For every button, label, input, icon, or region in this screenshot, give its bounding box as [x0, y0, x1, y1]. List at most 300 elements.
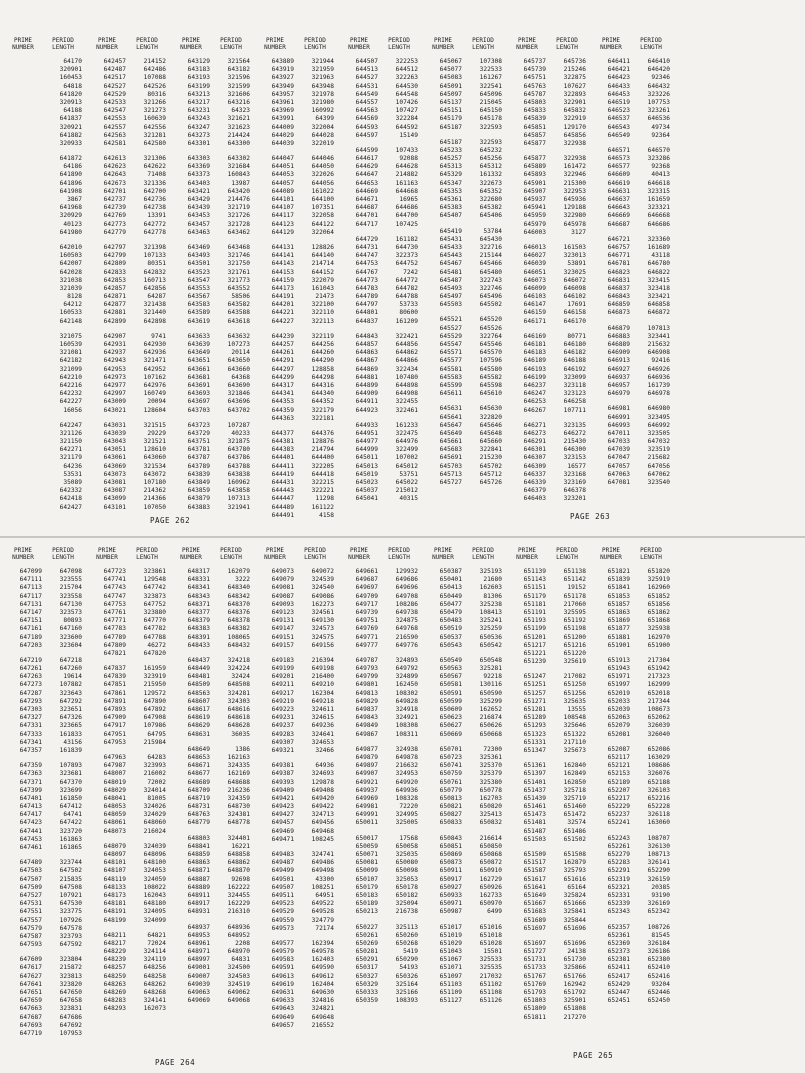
prime-number-cell: 643789 [187, 462, 210, 470]
table-row [424, 964, 502, 972]
table-row [592, 851, 670, 859]
prime-number-cell: 648649 [187, 745, 210, 753]
period-length-cell: 645150 [479, 107, 502, 115]
period-length-cell: 322110 [311, 309, 334, 317]
prime-number-cell: 647839 [103, 673, 126, 681]
table-row [172, 634, 250, 642]
table-row [424, 593, 502, 601]
prime-number-cell: 644227 [271, 317, 294, 325]
row-block [172, 58, 250, 148]
period-length-cell: 649468 [311, 827, 334, 835]
prime-number-cell: 649007 [187, 972, 210, 980]
period-length-cell: 321726 [227, 212, 250, 220]
period-length-cell: 162960 [647, 584, 670, 592]
table-row [172, 301, 250, 309]
table-row [340, 690, 418, 698]
prime-number-cell: 651733 [523, 964, 546, 972]
prime-number-cell: 649039 [187, 980, 210, 988]
table-row [592, 414, 670, 422]
table-row [424, 787, 502, 795]
row-block [4, 155, 82, 237]
prime-number-cell: 646859 [607, 301, 630, 309]
table-row [424, 285, 502, 293]
table-row [424, 139, 502, 147]
prime-number-cell: 651869 [607, 617, 630, 625]
table-row [88, 625, 166, 633]
table-row [508, 74, 586, 82]
prime-number-cell: 650227 [355, 923, 378, 931]
table-row [88, 407, 166, 415]
period-length-cell: 16577 [567, 462, 586, 470]
table-row [508, 318, 586, 326]
period-length-cell: 644340 [311, 390, 334, 398]
table-row [88, 770, 166, 778]
period-length-cell: 325193 [479, 568, 502, 575]
table-row [256, 973, 334, 981]
table-row [340, 835, 418, 843]
prime-number-cell: 642769 [103, 212, 126, 220]
prime-number-cell: 648029 [103, 786, 126, 794]
table-row [172, 576, 250, 584]
period-length-cell: 129548 [143, 576, 166, 584]
prime-number-cell: 651809 [523, 1005, 546, 1013]
period-length-cell: 16056 [63, 406, 82, 414]
period-length-cell: 648096 [143, 851, 166, 858]
table-row [256, 948, 334, 956]
table-row [88, 568, 166, 576]
prime-number-cell: 648119 [103, 875, 126, 883]
prime-number-cell: 646003 [523, 228, 546, 236]
period-length-cell: 160639 [143, 115, 166, 123]
prime-number-cell: 647953 [103, 738, 126, 746]
period-length-cell: 322253 [395, 58, 418, 65]
prime-number-cell: 648961 [187, 939, 210, 947]
prime-number-cell: 643069 [103, 462, 126, 470]
prime-number-cell: 648181 [103, 900, 126, 908]
prime-number-cell: 646979 [607, 390, 630, 398]
prime-number-cell: 642613 [103, 155, 126, 163]
prime-number-cell: 648607 [187, 697, 210, 705]
table-row [508, 908, 586, 916]
prime-number-cell: 644201 [271, 301, 294, 309]
period-length-cell: 321941 [227, 503, 250, 511]
prime-number-cell: 649151 [271, 633, 294, 641]
prime-number-cell: 651251 [523, 681, 546, 689]
table-row [256, 1022, 334, 1030]
period-length-cell: 64951 [315, 891, 334, 899]
table-row [172, 163, 250, 171]
table-row [508, 398, 586, 406]
table-row [256, 487, 334, 495]
row-block [4, 859, 82, 949]
prime-number-cell: 642779 [103, 228, 126, 236]
prime-number-cell: 646237 [523, 381, 546, 389]
period-length-cell: 162163 [227, 753, 250, 761]
prime-number-cell: 649697 [355, 584, 378, 592]
prime-number-cell: 644039 [271, 139, 294, 147]
period-length-cell: 648858 [227, 851, 250, 858]
period-length-cell: 321599 [227, 82, 250, 90]
period-length-cell: 92346 [651, 74, 670, 82]
prime-number-cell: 645683 [439, 446, 462, 454]
period-length-cell: 325379 [479, 770, 502, 778]
period-length-cell: 644260 [311, 349, 334, 357]
table-row [340, 171, 418, 179]
prime-number-cell: 649523 [271, 900, 294, 908]
period-length-cell: 216394 [311, 656, 334, 664]
column-header [592, 548, 670, 562]
table-row [4, 140, 82, 148]
table-row [592, 107, 670, 115]
prime-number-cell: 648259 [103, 972, 126, 980]
period-length-cell: 92364 [651, 131, 670, 139]
period-length-cell: 323315 [647, 187, 670, 195]
prime-number-cell: 643723 [187, 421, 210, 429]
table-row [340, 811, 418, 819]
table-row [172, 221, 250, 229]
table-row [88, 876, 166, 884]
row-block [340, 236, 418, 326]
table-row [256, 576, 334, 584]
table-row [4, 357, 82, 365]
period-length-cell: 648376 [227, 608, 250, 616]
period-length-cell: 325361 [479, 753, 502, 761]
table-row [424, 634, 502, 642]
prime-number-cell: 650099 [355, 867, 378, 875]
period-length-cell: 650182 [395, 891, 418, 899]
period-length-cell: 642427 [59, 503, 82, 511]
prime-number-cell: 649633 [271, 997, 294, 1005]
table-row [256, 819, 334, 827]
period-length-cell: 64368 [231, 373, 250, 381]
prime-number-cell: 643703 [187, 406, 210, 414]
table-row [88, 900, 166, 908]
prime-number-cell: 652217 [607, 794, 630, 802]
prime-number-cell: 643247 [187, 123, 210, 131]
table-row [508, 115, 586, 123]
table-row [172, 657, 250, 665]
table-row [256, 803, 334, 811]
period-length-cell: 324821 [311, 1005, 334, 1013]
period-length-cell: 322215 [311, 479, 334, 486]
period-length-cell: 325241 [479, 617, 502, 625]
prime-number-cell: 643493 [187, 252, 210, 260]
table-row [424, 657, 502, 665]
table-row [592, 212, 670, 220]
prime-number-cell: 649147 [271, 625, 294, 633]
period-length-cell: 644140 [311, 252, 334, 260]
period-length-cell: 323555 [59, 576, 82, 584]
prime-number-cell: 649421 [271, 794, 294, 802]
period-length-cell: 162849 [563, 770, 586, 778]
period-length-cell: 322461 [395, 406, 418, 414]
table-row [172, 349, 250, 357]
prime-number-cell: 645691 [439, 454, 462, 462]
period-length-cell: 646668 [647, 212, 670, 220]
prime-number-cell: 647151 [19, 617, 42, 625]
period-length-cell: 322263 [395, 74, 418, 82]
period-length-cell: 646180 [563, 341, 586, 348]
table-row [172, 99, 250, 107]
table-row [4, 91, 82, 99]
row-block [592, 325, 670, 399]
table-row [340, 884, 418, 892]
period-length-cell: 651508 [563, 851, 586, 858]
header-period-length: PERIOD LENGTH [220, 547, 242, 561]
table-row [172, 252, 250, 260]
prime-number-cell: 650483 [439, 617, 462, 625]
prime-number-cell: 643193 [187, 74, 210, 82]
prime-number-cell: 645097 [439, 90, 462, 98]
prime-number-cell: 644047 [271, 155, 294, 163]
period-length-cell: 217304 [647, 656, 670, 664]
period-length-cell: 324029 [143, 811, 166, 819]
table-row [508, 658, 586, 666]
prime-number-cell: 645661 [439, 438, 462, 446]
period-length-cell: 641896 [59, 179, 82, 187]
prime-number-cell: 648173 [103, 891, 126, 899]
table-row [256, 163, 334, 171]
prime-number-cell: 642907 [103, 332, 126, 340]
table-column-group [340, 38, 418, 527]
period-length-cell: 650832 [479, 819, 502, 827]
table-row [424, 115, 502, 123]
prime-number-cell: 650479 [439, 608, 462, 616]
prime-number-cell: 645503 [439, 301, 462, 309]
period-length-cell: 645702 [479, 462, 502, 470]
prime-number-cell: 644129 [271, 228, 294, 236]
table-row [592, 244, 670, 252]
table-row [592, 405, 670, 413]
prime-number-cell: 644857 [355, 341, 378, 348]
table-row [4, 770, 82, 778]
row-block [4, 422, 82, 512]
period-length-cell: 644548 [395, 90, 418, 98]
period-length-cell: 216310 [227, 908, 250, 916]
table-row [172, 908, 250, 916]
prime-number-cell: 647531 [19, 900, 42, 908]
period-length-cell: 642898 [143, 317, 166, 325]
prime-number-cell: 651473 [523, 811, 546, 819]
table-row [88, 285, 166, 293]
period-length-cell: 64831 [231, 956, 250, 964]
period-length-cell: 53733 [399, 301, 418, 309]
period-length-cell: 81545 [651, 931, 670, 939]
header-prime-number: PRIME NUMBER [12, 547, 34, 561]
column-header [340, 38, 418, 52]
period-length-cell: 645520 [479, 316, 502, 324]
table-row [424, 479, 502, 487]
period-length-cell: 108308 [395, 722, 418, 730]
period-length-cell: 323421 [647, 293, 670, 301]
period-length-cell: 645712 [479, 470, 502, 478]
table-row [256, 415, 334, 423]
period-length-cell: 324575 [311, 633, 334, 641]
row-block [592, 568, 670, 650]
table-row [172, 341, 250, 349]
table-row [4, 576, 82, 584]
prime-number-cell: 645877 [523, 139, 546, 147]
prime-number-cell: 649559 [271, 916, 294, 924]
prime-number-cell: 648911 [187, 891, 210, 899]
period-length-cell: 645648 [479, 429, 502, 437]
period-length-cell: 645660 [479, 438, 502, 446]
prime-number-cell: 646637 [607, 196, 630, 203]
table-row [88, 341, 166, 349]
period-length-cell: 642332 [59, 487, 82, 495]
period-length-cell: 644772 [395, 276, 418, 284]
header-period-length: PERIOD LENGTH [304, 37, 326, 51]
prime-number-cell: 647789 [103, 633, 126, 641]
row-block [592, 147, 670, 229]
prime-number-cell: 647461 [19, 844, 42, 851]
table-row [424, 714, 502, 722]
table-row [592, 357, 670, 365]
table-row [424, 851, 502, 859]
period-length-cell: 647908 [143, 714, 166, 722]
period-length-cell: 322680 [479, 196, 502, 203]
table-row [592, 132, 670, 140]
row-block [424, 568, 502, 650]
table-row [424, 228, 502, 236]
table-row [256, 908, 334, 916]
table-row [340, 124, 418, 132]
period-length-cell: 325938 [647, 625, 670, 633]
table-row [172, 762, 250, 770]
prime-number-cell: 646883 [607, 332, 630, 340]
prime-number-cell: 645361 [439, 196, 462, 203]
prime-number-cell: 644783 [355, 284, 378, 292]
period-length-cell: 649498 [311, 867, 334, 875]
prime-number-cell: 643043 [103, 438, 126, 446]
period-length-cell: 71408 [147, 171, 166, 179]
prime-number-cell: 648391 [187, 633, 210, 641]
table-row [256, 795, 334, 803]
prime-number-cell: 652411 [607, 964, 630, 972]
table-row [424, 366, 502, 374]
table-row [172, 132, 250, 140]
table-row [340, 714, 418, 722]
prime-number-cell: 648841 [187, 842, 210, 850]
prime-number-cell: 650413 [439, 584, 462, 592]
header-prime-number: PRIME NUMBER [96, 547, 118, 561]
table-row [508, 495, 586, 503]
prime-number-cell: 646957 [607, 381, 630, 389]
prime-number-cell: 643957 [271, 90, 294, 98]
period-length-cell: 644400 [311, 454, 334, 462]
table-row [592, 843, 670, 851]
prime-number-cell: 651803 [523, 997, 546, 1005]
table-row [4, 58, 82, 66]
column-header [424, 38, 502, 52]
prime-number-cell: 647951 [103, 730, 126, 738]
period-length-cell: 647130 [59, 600, 82, 608]
table-row [340, 746, 418, 754]
table-row [424, 430, 502, 438]
table-row [424, 382, 502, 390]
table-row [256, 269, 334, 277]
prime-number-cell: 646993 [607, 421, 630, 429]
period-length-cell: 24138 [567, 948, 586, 956]
prime-number-cell: 645187 [439, 123, 462, 131]
table-row [592, 293, 670, 301]
prime-number-cell: 644557 [355, 98, 378, 106]
table-row [4, 132, 82, 140]
table-row [424, 236, 502, 244]
prime-number-cell: 647851 [103, 681, 126, 689]
table-row [4, 665, 82, 673]
prime-number-cell: 647333 [19, 730, 42, 738]
table-row [172, 964, 250, 972]
prime-number-cell: 649001 [187, 964, 210, 972]
table-row [172, 212, 250, 220]
prime-number-cell: 652207 [607, 786, 630, 794]
period-length-cell: 650970 [479, 900, 502, 908]
prime-number-cell: 645851 [523, 123, 546, 131]
prime-number-cell: 645487 [439, 276, 462, 284]
prime-number-cell: 647527 [19, 891, 42, 899]
period-length-cell: 649528 [311, 908, 334, 916]
table-row [340, 657, 418, 665]
prime-number-cell: 643991 [271, 115, 294, 123]
prime-number-cell: 651481 [523, 819, 546, 827]
prime-number-cell: 645091 [439, 82, 462, 90]
table-row [340, 454, 418, 462]
prime-number-cell: 644669 [355, 187, 378, 195]
prime-number-cell: 647741 [103, 576, 126, 584]
table-row [592, 673, 670, 681]
period-length-cell: 323495 [647, 413, 670, 421]
prime-number-cell: 650567 [439, 673, 462, 681]
prime-number-cell: 647579 [19, 924, 42, 932]
table-row [508, 706, 586, 714]
period-length-cell: 645582 [479, 373, 502, 381]
prime-number-cell: 646981 [607, 405, 630, 413]
period-length-cell: 650590 [479, 689, 502, 697]
table-row [88, 140, 166, 148]
prime-number-cell: 651029 [439, 939, 462, 947]
table-row [172, 229, 250, 237]
period-length-cell: 108022 [143, 883, 166, 891]
prime-number-cell: 644257 [271, 341, 294, 348]
prime-number-cell: 650281 [355, 948, 378, 956]
prime-number-cell: 647587 [19, 932, 42, 940]
prime-number-cell: 649211 [271, 681, 294, 689]
table-row [88, 269, 166, 277]
table-row [88, 908, 166, 916]
table-row [88, 132, 166, 140]
prime-number-cell: 647753 [103, 600, 126, 608]
prime-number-cell: 651587 [523, 867, 546, 875]
period-length-cell: 649738 [395, 608, 418, 616]
period-length-cell: 321846 [227, 390, 250, 398]
prime-number-cell: 646721 [607, 235, 630, 243]
table-row [424, 325, 502, 333]
period-length-cell: 321773 [227, 276, 250, 284]
prime-number-cell: 644291 [271, 357, 294, 365]
period-length-cell: 651696 [563, 939, 586, 947]
period-length-cell: 650548 [479, 656, 502, 664]
table-row [4, 657, 82, 665]
prime-number-cell: 643463 [187, 228, 210, 236]
table-row [88, 706, 166, 714]
table-row [508, 285, 586, 293]
table-row [424, 908, 502, 916]
period-length-cell: 649456 [311, 819, 334, 827]
period-length-cell: 322938 [563, 139, 586, 147]
table-row [4, 398, 82, 406]
table-row [340, 981, 418, 989]
